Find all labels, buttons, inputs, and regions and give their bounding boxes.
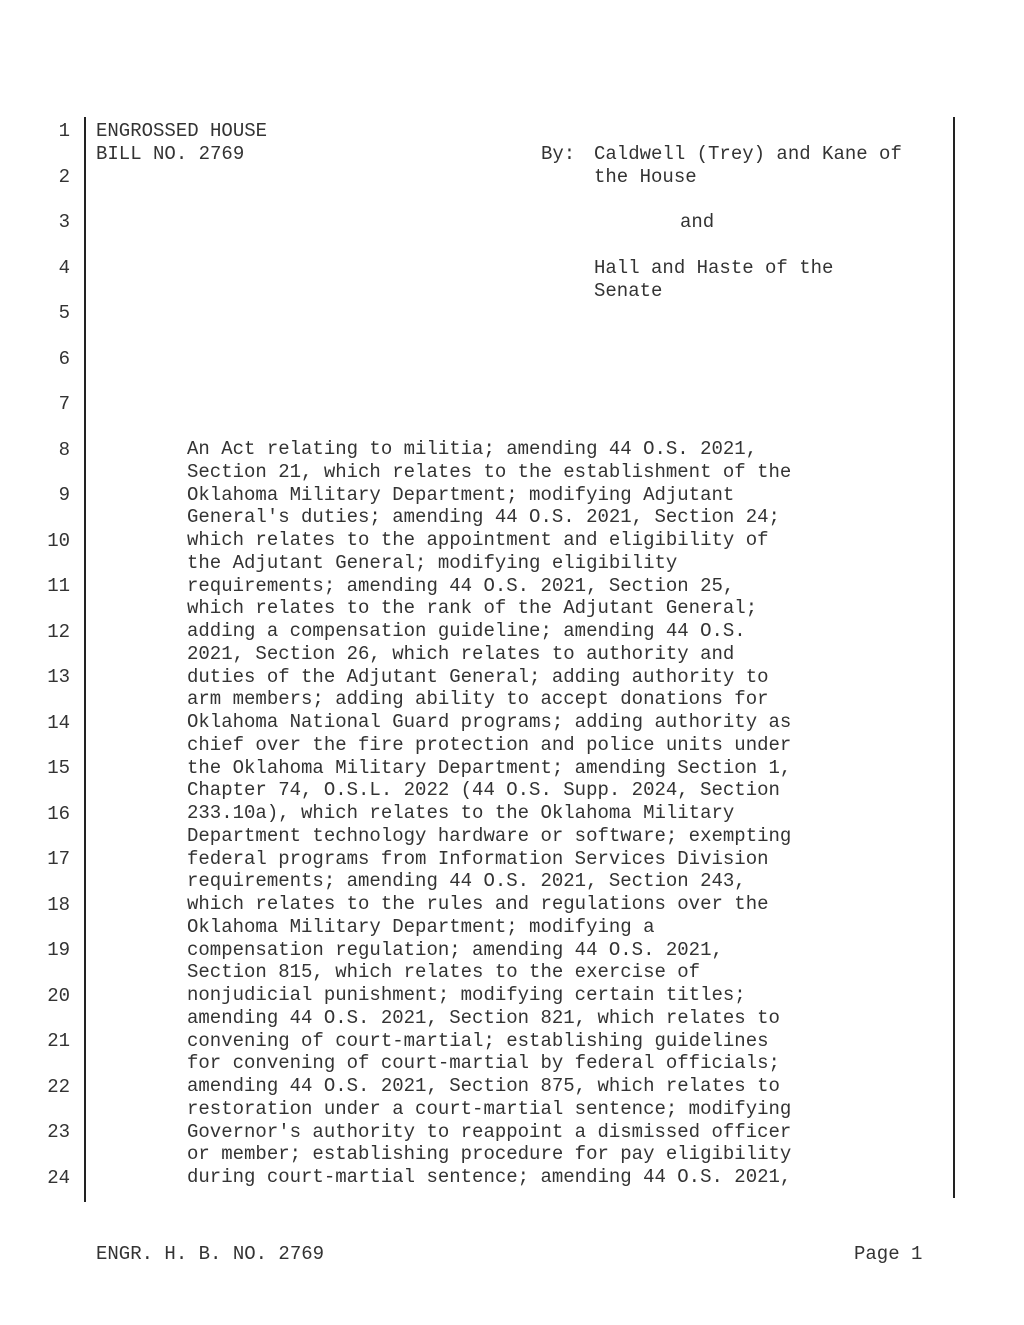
title-line: requirements; amending 44 O.S. 2021, Section 25, xyxy=(187,574,735,597)
senate-authors-line1: Hall and Haste of the xyxy=(594,257,834,279)
line-number: 15 xyxy=(47,757,70,779)
by-label: By: xyxy=(541,143,576,165)
title-line: amending 44 O.S. 2021, Section 875, which relates to xyxy=(187,1075,780,1097)
title-line: Oklahoma Military Department; modifying a xyxy=(187,915,655,938)
line-number: 17 xyxy=(47,848,70,870)
line-number: 23 xyxy=(47,1121,70,1143)
line-number: 14 xyxy=(47,711,70,734)
title-line: which relates to the rank of the Adjutant General; xyxy=(187,597,758,620)
line-number: 11 xyxy=(47,575,70,597)
footer-page-number: Page 1 xyxy=(854,1243,923,1265)
title-line: restoration under a court-martial sentence; modifying xyxy=(187,1097,792,1120)
line-number: 8 xyxy=(58,438,70,461)
bill-name-line2: BILL NO. 2769 xyxy=(96,143,245,165)
line-number: 9 xyxy=(58,484,70,506)
line-number: 20 xyxy=(47,984,70,1007)
line-number: 5 xyxy=(58,302,70,324)
left-margin-rule xyxy=(84,117,86,1202)
right-margin-rule xyxy=(953,117,955,1198)
title-line: during court-martial sentence; amending 44 O.S. 2021, xyxy=(187,1166,792,1188)
line-number: 6 xyxy=(58,347,70,370)
title-line: Department technology hardware or software; exempting xyxy=(187,824,792,847)
line-number: 10 xyxy=(47,529,70,552)
title-line: the Oklahoma Military Department; amending Section 1, xyxy=(187,756,792,779)
line-number: 22 xyxy=(47,1075,70,1098)
title-line: Section 815, which relates to the exercise of xyxy=(187,961,701,984)
title-line: which relates to the rules and regulations over the xyxy=(187,893,769,915)
title-line: federal programs from Information Services Division xyxy=(187,847,769,870)
senate-authors-line2: Senate xyxy=(594,280,663,302)
line-number: 24 xyxy=(47,1166,70,1189)
title-line: adding a compensation guideline; amending 44 O.S. xyxy=(187,620,746,642)
title-line: Oklahoma National Guard programs; adding authority as xyxy=(187,711,792,733)
title-line: General's duties; amending 44 O.S. 2021, Section 24; xyxy=(187,506,780,529)
bill-name-line1: ENGROSSED HOUSE xyxy=(96,120,268,142)
title-line: duties of the Adjutant General; adding authority to xyxy=(187,665,769,688)
title-line: Oklahoma Military Department; modifying Adjutant xyxy=(187,483,735,506)
line-number: 3 xyxy=(58,211,70,233)
title-line: An Act relating to militia; amending 44 O.S. 2021, xyxy=(187,438,758,460)
line-number: 7 xyxy=(58,393,70,415)
line-number: 4 xyxy=(58,256,70,279)
title-line: 233.10a), which relates to the Oklahoma Military xyxy=(187,802,735,824)
line-number: 13 xyxy=(47,666,70,688)
house-authors-line2: the House xyxy=(594,166,697,188)
title-line: chief over the fire protection and police units under xyxy=(187,733,792,756)
title-line: compensation regulation; amending 44 O.S. 2021, xyxy=(187,938,723,961)
title-line: the Adjutant General; modifying eligibility xyxy=(187,551,678,574)
line-number: 1 xyxy=(58,120,70,142)
title-line: Section 21, which relates to the establishment of the xyxy=(187,460,792,483)
line-number: 16 xyxy=(47,802,70,825)
title-line: for convening of court-martial by federal officials; xyxy=(187,1052,780,1075)
line-number: 19 xyxy=(47,939,70,961)
and-label: and xyxy=(680,211,715,233)
house-authors-line1: Caldwell (Trey) and Kane of xyxy=(594,143,902,165)
title-line: or member; establishing procedure for pay eligibility xyxy=(187,1143,792,1166)
title-line: Chapter 74, O.S.L. 2022 (44 O.S. Supp. 2024, Section xyxy=(187,779,780,802)
line-number: 21 xyxy=(47,1030,70,1052)
title-line: nonjudicial punishment; modifying certain titles; xyxy=(187,984,746,1006)
title-line: Governor's authority to reappoint a dismissed officer xyxy=(187,1120,792,1143)
line-number: 18 xyxy=(47,893,70,916)
title-line: which relates to the appointment and eligibility of xyxy=(187,529,769,551)
title-line: convening of court-martial; establishing guidelines xyxy=(187,1029,769,1052)
title-line: requirements; amending 44 O.S. 2021, Section 243, xyxy=(187,870,746,893)
line-number: 12 xyxy=(47,620,70,643)
footer-bill-reference: ENGR. H. B. NO. 2769 xyxy=(96,1243,325,1265)
title-line: arm members; adding ability to accept donations for xyxy=(187,688,769,711)
title-line: 2021, Section 26, which relates to authority and xyxy=(187,642,735,665)
line-number: 2 xyxy=(58,165,70,188)
title-line: amending 44 O.S. 2021, Section 821, which relates to xyxy=(187,1006,780,1029)
